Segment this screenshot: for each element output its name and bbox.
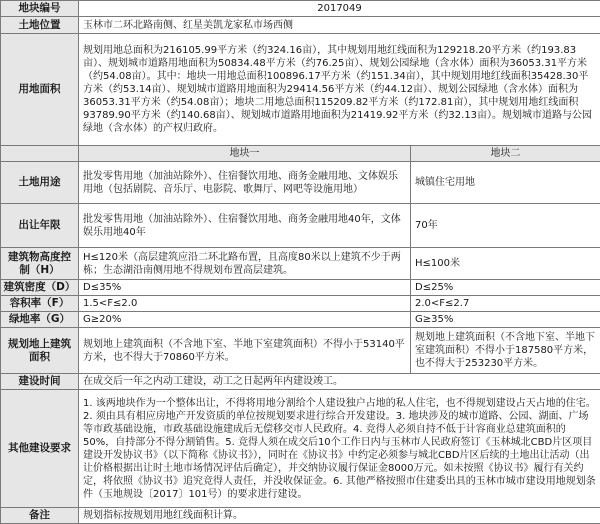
label-above-ground: 规划地上建筑面积: [1, 328, 79, 374]
header-plot1: 地块一: [79, 146, 411, 162]
value-remark: 规划指标按规划用地红线面积计算。: [79, 508, 600, 524]
label-area: 用地面积: [1, 34, 79, 146]
value-density-plot1: D≤35%: [79, 280, 411, 296]
label-green: 绿地率（G）: [1, 312, 79, 328]
row-area: [1, 34, 600, 146]
value-use-plot2: 城镇住宅用地: [411, 162, 600, 204]
label-far: 容积率（F）: [1, 296, 79, 312]
blank-header-cell: [1, 146, 79, 162]
row-plots-header: [1, 146, 600, 162]
label-use: 土地用途: [1, 162, 79, 204]
row-remark: [1, 508, 600, 524]
value-far-plot1: 1.5<F≤2.0: [79, 296, 411, 312]
value-location: 玉林市二环北路南侧、红星美凯龙家私市场西侧: [79, 17, 600, 34]
label-plot-no: 地块编号: [1, 1, 79, 17]
row-location: [1, 17, 600, 34]
row-green: [1, 312, 600, 328]
value-area: 规划用地总面积为216105.99平方米（约324.16亩），其中规划用地红线面积为129218.20平方米（约193.83亩）、规划城市道路用地面积为50834.48平方米（约76.25亩）、规划公园绿地（含水体）面积为36053.31平方米（约54.08亩）。其中：地块一用地总面积100896.17平方米（约151.34亩），其中规划用地红线面积35428.30平方米（约53.14亩）、规划城市道路用地面积为29414.56平方米（约44.12亩）、规划公园绿地（含水体）面积为36053.31平方米（约54.08亩）；地块二用地总面积115209.82平方米（约172.81亩），其中规划用地红线面积93789.90平方米（约140.68亩）、规划城市道路用地面积为21419.92平方米（约32.13亩）。规划城市道路与公园绿地（含水体）的产权归政府。: [79, 34, 600, 146]
value-far-plot2: 2.0<F≤2.7: [411, 296, 600, 312]
label-density: 建筑密度（D）: [1, 280, 79, 296]
row-plot-no: [1, 1, 600, 17]
row-height: [1, 248, 600, 280]
row-far: [1, 296, 600, 312]
label-height: 建筑物高度控制（H）: [1, 248, 79, 280]
row-density: [1, 280, 600, 296]
row-other: [1, 390, 600, 508]
label-location: 土地位置: [1, 17, 79, 34]
value-build-time: 在成交后一年之内动工建设，动工之日起两年内建设竣工。: [79, 374, 600, 390]
label-term: 出让年限: [1, 204, 79, 248]
value-term-plot2: 70年: [411, 204, 600, 248]
value-above-ground-plot1: 规划地上建筑面积（不含地下室、半地下室建筑面积）不得小于53140平方米，也不得大于70860平方米。: [79, 328, 411, 374]
value-plot-no: 2017049: [79, 1, 600, 17]
value-density-plot2: D≤25%: [411, 280, 600, 296]
row-use: [1, 162, 600, 204]
row-term: [1, 204, 600, 248]
label-build-time: 建设时间: [1, 374, 79, 390]
value-use-plot1: 批发零售用地（加油站除外）、住宿餐饮用地、商务金融用地、文体娱乐用地（包括剧院、音乐厅、电影院、歌舞厅、网吧等设施用地）: [79, 162, 411, 204]
value-height-plot1: H≤120米（高层建筑应沿二环北路布置，且高度80米以上建筑不少于两栋；生态湖沿南侧用地不得规划布置高层建筑。: [79, 248, 411, 280]
label-other: 其他建设要求: [1, 390, 79, 508]
value-height-plot2: H≤100米: [411, 248, 600, 280]
row-above-ground: [1, 328, 600, 374]
value-other: 1. 该两地块作为一个整体出让，不得将用地分割给个人建设独户占地的私人住宅，也不得规划建设占天占地的住宅。2. 须由具有相应房地产开发资质的单位按规划要求进行综合开发建设。3. 地块涉及的城市道路、公园、湖面、广场等市政基础设施，市政基础设施建成后无偿移交市人民政府。4. 竞得人必须自持不低于计容商业总建筑面积的50%，自持部分不得分割销售。5. 竞得人须在成交后10个工作日内与玉林市人民政府签订《玉林城北CBD片区项目建设开发协议书》（以下简称《协议书》），同时在《协议书》中约定必须参与城北CBD片区后续的土地出让活动（出让价格根据出让时土地市场情况评估后确定），并交纳协议履行保证金8000万元。如未按照《协议书》履行有关约定，将依照《协议书》追究竞得人责任，并没收保证金。6. 其他严格按照市住建委出具的玉林市城市建设用地规划条件（玉地规设〔2017〕101号）的要求进行建设。: [79, 390, 600, 508]
value-term-plot1: 批发零售用地（加油站除外）、住宿餐饮用地、商务金融用地40年，文体娱乐用地40年: [79, 204, 411, 248]
row-build-time: [1, 374, 600, 390]
value-green-plot1: G≥20%: [79, 312, 411, 328]
label-remark: 备注: [1, 508, 79, 524]
value-above-ground-plot2: 规划地上建筑面积（不含地下室、半地下室建筑面积）不得小于187580平方米，也不得大于253230平方米。: [411, 328, 600, 374]
value-green-plot2: G≥35%: [411, 312, 600, 328]
header-plot2: 地块二: [411, 146, 600, 162]
